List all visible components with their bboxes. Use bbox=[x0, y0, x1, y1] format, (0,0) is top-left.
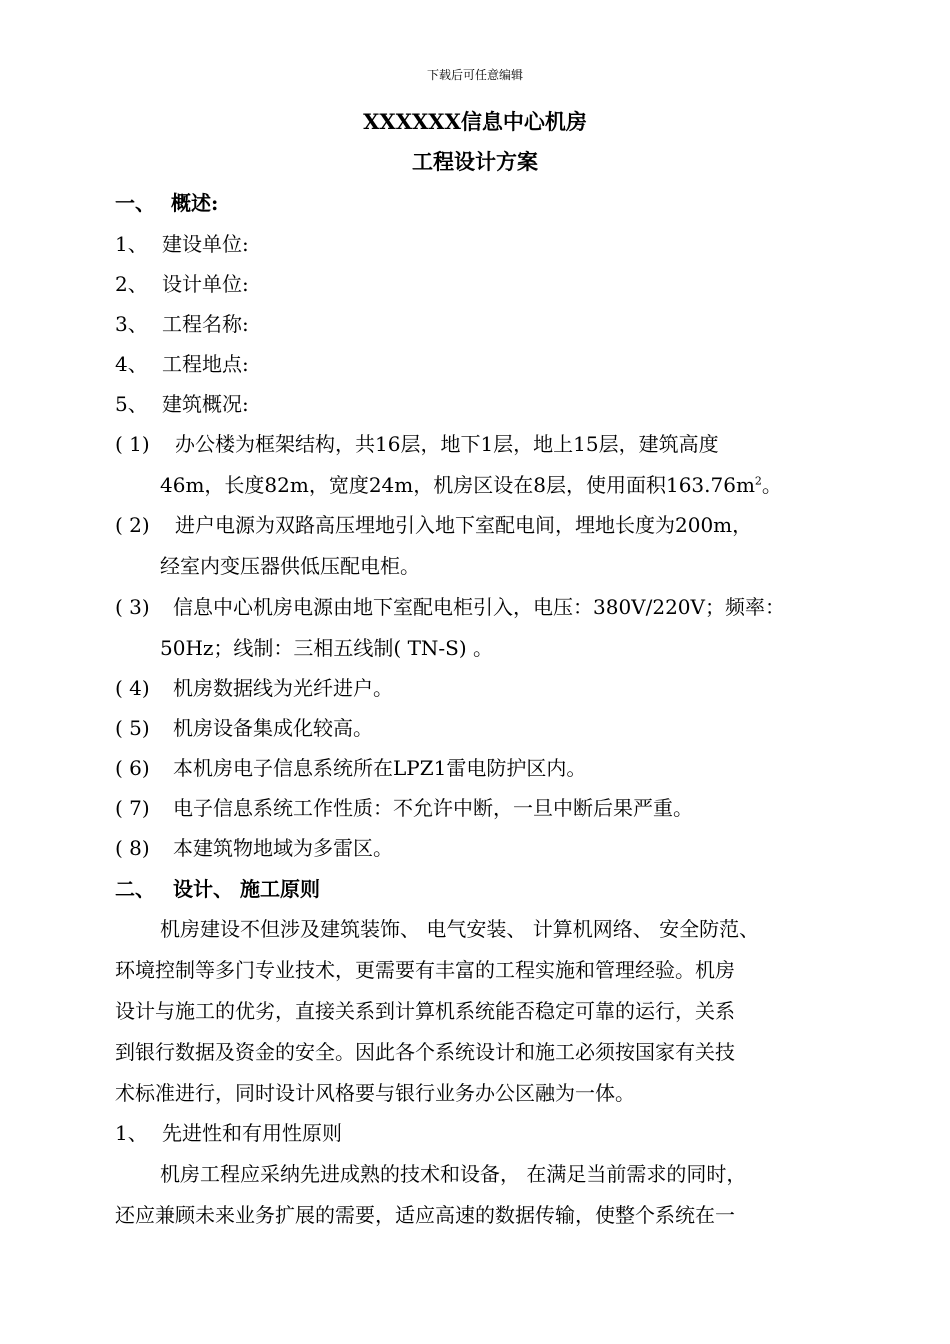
subsection-title: 先进性和有用性原则 bbox=[162, 1121, 342, 1145]
clause-label: ( 4) bbox=[115, 676, 150, 700]
clause-text: 机房设备集成化较高。 bbox=[173, 716, 373, 740]
doc-title: XXXXXX信息中心机房 bbox=[363, 109, 587, 134]
list-item-number: 2、 bbox=[115, 272, 148, 296]
section-2-number: 二、 bbox=[115, 877, 155, 901]
list-item bbox=[115, 268, 249, 297]
clause-text: 电子信息系统工作性质：不允许中断，一旦中断后果严重。 bbox=[173, 796, 693, 820]
list-item-number: 3、 bbox=[115, 312, 148, 336]
list-item-text: 建设单位: bbox=[162, 232, 249, 256]
clause-text-end: 。 bbox=[761, 473, 782, 497]
paragraph-line: 到银行数据及资金的安全。因此各个系统设计和施工必须按国家有关技 bbox=[115, 1040, 735, 1064]
list-item-text: 工程名称: bbox=[162, 312, 249, 336]
section-1-number: 一、 bbox=[115, 191, 155, 215]
clause-text: 机房数据线为光纤进户。 bbox=[173, 676, 393, 700]
clause-3 bbox=[115, 591, 785, 620]
list-item-text: 设计单位: bbox=[162, 272, 249, 296]
list-item bbox=[115, 308, 249, 337]
list-item bbox=[115, 388, 249, 417]
clause-text: 50Hz；线制：三相五线制( TN-S) 。 bbox=[160, 636, 494, 660]
clause-label: ( 3) bbox=[115, 595, 150, 619]
clause-text: 信息中心机房电源由地下室配电柜引入，电压：380V/220V；频率： bbox=[173, 595, 785, 619]
subsection-number: 1、 bbox=[115, 1121, 148, 1145]
paragraph-line: 还应兼顾未来业务扩展的需要，适应高速的数据传输，使整个系统在一 bbox=[115, 1203, 735, 1227]
clause-label: ( 1) bbox=[115, 432, 150, 456]
list-item-number: 1、 bbox=[115, 232, 148, 256]
page-header: 下载后可任意编辑 bbox=[426, 68, 523, 82]
clause-label: ( 2) bbox=[115, 513, 150, 537]
clause-text: 经室内变压器供低压配电柜。 bbox=[160, 554, 420, 578]
clause-1 bbox=[115, 428, 719, 457]
paragraph-line: 环境控制等多门专业技术，更需要有丰富的工程实施和管理经验。机房 bbox=[115, 958, 735, 982]
list-item-text: 建筑概况: bbox=[162, 392, 249, 416]
section-1-heading bbox=[115, 187, 218, 216]
clause-2 bbox=[115, 509, 752, 538]
clause-label: ( 7) bbox=[115, 796, 150, 820]
clause-1-continued bbox=[160, 469, 782, 498]
list-item-text: 工程地点: bbox=[162, 352, 249, 376]
section-2-title: 设计、 施工原则 bbox=[173, 877, 320, 901]
clause-text: 办公楼为框架结构，共16层，地下1层，地上15层，建筑高度 bbox=[175, 432, 719, 456]
clause-8 bbox=[115, 832, 393, 861]
paragraph-line: 设计与施工的优劣，直接关系到计算机系统能否稳定可靠的运行，关系 bbox=[115, 999, 735, 1023]
subsection-1 bbox=[115, 1117, 342, 1146]
list-item bbox=[115, 228, 249, 257]
list-item-number: 4、 bbox=[115, 352, 148, 376]
clause-label: ( 6) bbox=[115, 756, 150, 780]
clause-4 bbox=[115, 672, 393, 701]
clause-label: ( 5) bbox=[115, 716, 150, 740]
clause-text: 46m，长度82m，宽度24m，机房区设在8层，使用面积163.76m bbox=[160, 473, 755, 497]
superscript: 2 bbox=[754, 474, 762, 488]
list-item bbox=[115, 348, 249, 377]
clause-2-continued bbox=[160, 550, 420, 579]
clause-3-continued bbox=[160, 632, 493, 661]
clause-7 bbox=[115, 792, 693, 821]
clause-text: 本机房电子信息系统所在LPZ1雷电防护区内。 bbox=[173, 756, 587, 780]
paragraph-line: 机房工程应采纳先进成熟的技术和设备， 在满足当前需求的同时， bbox=[160, 1162, 747, 1186]
section-1-title: 概述: bbox=[171, 191, 219, 215]
list-item-number: 5、 bbox=[115, 392, 148, 416]
clause-label: ( 8) bbox=[115, 836, 150, 860]
section-2-heading bbox=[115, 873, 320, 902]
doc-subtitle: 工程设计方案 bbox=[412, 149, 538, 174]
clause-text: 本建筑物地域为多雷区。 bbox=[173, 836, 393, 860]
clause-text: 进户电源为双路高压埋地引入地下室配电间，埋地长度为200m， bbox=[175, 513, 753, 537]
clause-6 bbox=[115, 752, 586, 781]
paragraph-line: 术标准进行，同时设计风格要与银行业务办公区融为一体。 bbox=[115, 1081, 635, 1105]
paragraph-line: 机房建设不但涉及建筑装饰、 电气安装、 计算机网络、 安全防范、 bbox=[160, 917, 760, 941]
clause-5 bbox=[115, 712, 373, 741]
